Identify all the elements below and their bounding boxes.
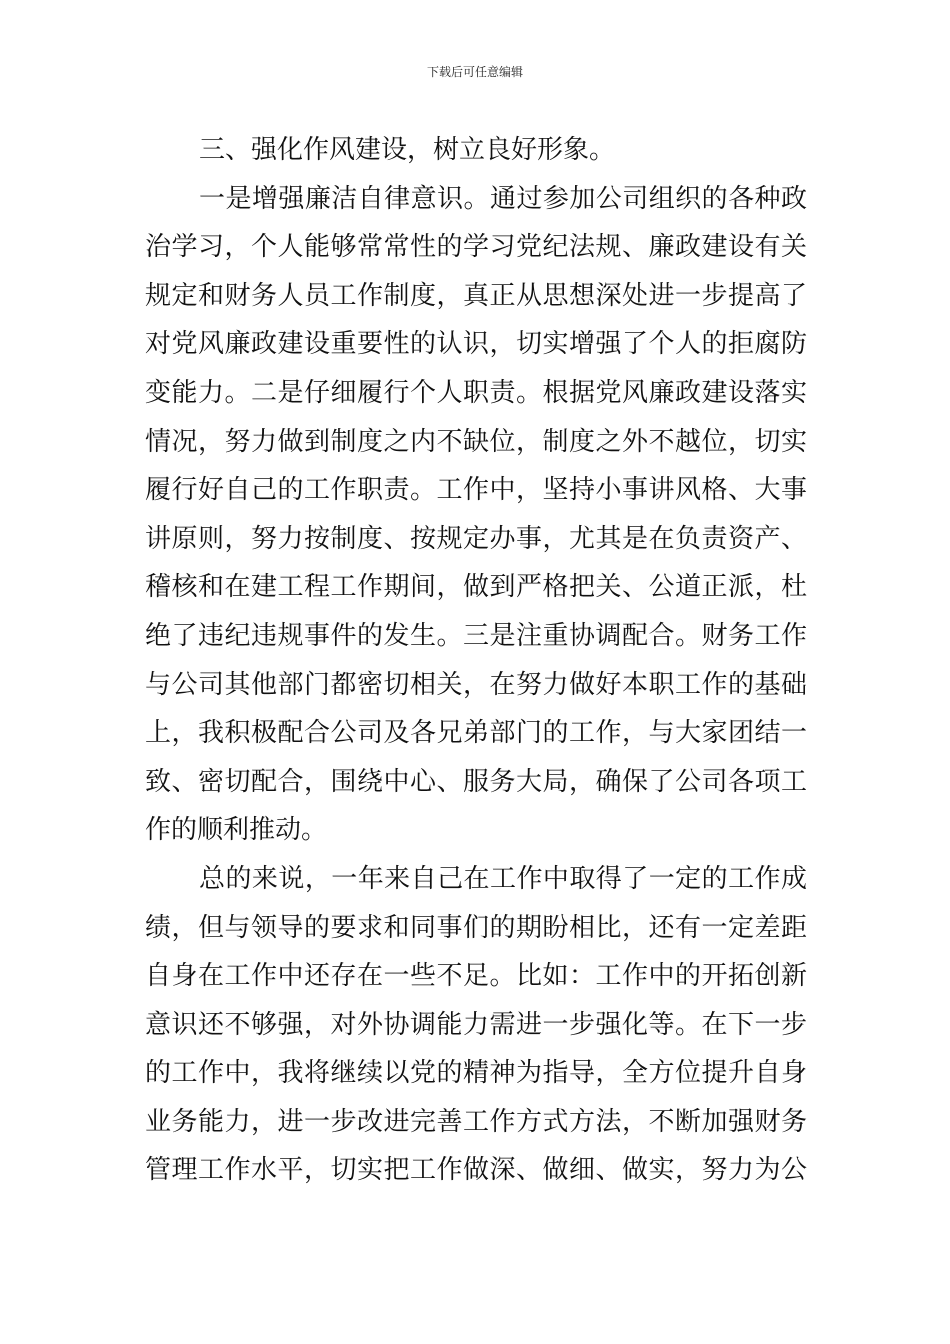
text-line: 作的顺利推动。 bbox=[145, 815, 328, 846]
text-line: 致、密切配合，围绕中心、服务大局，确保了公司各项工 bbox=[145, 766, 807, 797]
text-line: 与公司其他部门都密切相关，在努力做好本职工作的基础 bbox=[145, 669, 807, 700]
text-line: 三、强化作风建设，树立良好形象。 bbox=[199, 135, 616, 165]
text-line: 对党风廉政建设重要性的认识，切实增强了个人的拒腐防 bbox=[145, 329, 807, 360]
document-body bbox=[145, 126, 807, 1195]
text-line: 总的来说，一年来自己在工作中取得了一定的工作成 bbox=[199, 863, 807, 894]
text-line: 业务能力，进一步改进完善工作方式方法，不断加强财务 bbox=[145, 1106, 807, 1137]
text-line: 一是增强廉洁自律意识。通过参加公司组织的各种政 bbox=[199, 183, 807, 214]
text-line: 绝了违纪违规事件的发生。三是注重协调配合。财务工作 bbox=[145, 620, 807, 651]
text-line: 讲原则，努力按制度、按规定办事，尤其是在负责资产、 bbox=[145, 523, 807, 554]
page-header: 下载后可任意编辑 bbox=[426, 65, 523, 79]
text-line: 变能力。二是仔细履行个人职责。根据党风廉政建设落实 bbox=[145, 377, 807, 408]
text-line: 自身在工作中还存在一些不足。比如：工作中的开拓创新 bbox=[145, 961, 807, 992]
text-line: 上，我积极配合公司及各兄弟部门的工作，与大家团结一 bbox=[145, 718, 807, 749]
text-line: 履行好自己的工作职责。工作中，坚持小事讲风格、大事 bbox=[145, 475, 807, 506]
text-line: 规定和财务人员工作制度，真正从思想深处进一步提高了 bbox=[145, 280, 807, 311]
text-line: 管理工作水平，切实把工作做深、做细、做实，努力为公 bbox=[145, 1155, 807, 1186]
text-line: 绩，但与领导的要求和同事们的期盼相比，还有一定差距 bbox=[145, 912, 807, 943]
text-line: 治学习，个人能够常常性的学习党纪法规、廉政建设有关 bbox=[145, 232, 807, 263]
text-line: 意识还不够强，对外协调能力需进一步强化等。在下一步 bbox=[145, 1009, 807, 1040]
text-line: 的工作中，我将继续以党的精神为指导，全方位提升自身 bbox=[145, 1058, 807, 1089]
text-line: 稽核和在建工程工作期间，做到严格把关、公道正派，杜 bbox=[145, 572, 807, 603]
text-line: 情况，努力做到制度之内不缺位，制度之外不越位，切实 bbox=[145, 426, 807, 457]
